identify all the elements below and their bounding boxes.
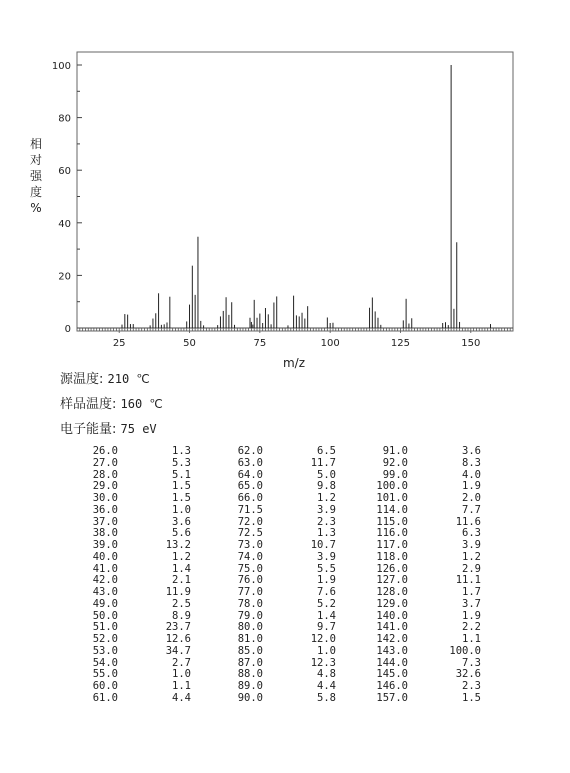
mz-cell: 65.0 [237, 480, 263, 493]
intensity-cell: 11.7 [310, 456, 336, 469]
table-gap [191, 458, 225, 470]
mz-cell: 30.0 [92, 492, 118, 504]
mz-cell: 126.0 [376, 562, 408, 575]
mz-cell: 128.0 [376, 586, 408, 598]
table-gap [336, 517, 370, 529]
table-row [80, 611, 481, 623]
intensity-cell: 10.7 [310, 539, 336, 551]
mz-cell: 142.0 [376, 633, 408, 645]
mz-cell: 55.0 [92, 668, 118, 681]
intensity-cell: 2.3 [317, 515, 336, 528]
mz-cell: 79.0 [237, 609, 263, 622]
table-gap [336, 564, 370, 576]
table-gap [336, 493, 370, 505]
mz-cell: 29.0 [92, 480, 118, 493]
mz-cell: 72.5 [237, 527, 263, 540]
table-gap [191, 446, 225, 458]
intensity-cell: 4.4 [317, 680, 336, 692]
intensity-cell: 3.9 [462, 539, 481, 551]
intensity-cell: 34.7 [165, 644, 191, 657]
intensity-cell: 9.8 [317, 480, 336, 493]
table-row [80, 505, 481, 517]
mz-cell: 144.0 [376, 656, 408, 669]
table-gap [336, 646, 370, 658]
peak-table [80, 446, 481, 705]
intensity-cell: 3.6 [172, 515, 191, 528]
table-gap [191, 587, 225, 599]
table-gap [191, 481, 225, 493]
mz-cell: 145.0 [376, 668, 408, 681]
table-gap [191, 470, 225, 482]
mz-cell: 115.0 [376, 515, 408, 528]
table-row [80, 552, 481, 564]
intensity-cell: 1.1 [462, 633, 481, 645]
mz-cell: 89.0 [237, 680, 263, 692]
x-tick-label: 125 [390, 338, 411, 349]
table-gap [336, 458, 370, 470]
sample-temperature-label: 样品温度: [60, 397, 117, 412]
mz-cell: 39.0 [92, 539, 118, 551]
table-gap [336, 587, 370, 599]
mz-cell: 51.0 [92, 621, 118, 634]
table-gap [336, 611, 370, 623]
peak-table-body [80, 446, 481, 705]
intensity-cell: 12.0 [310, 633, 336, 645]
electron-energy-label: 电子能量: [60, 422, 117, 437]
mz-cell: 80.0 [237, 621, 263, 634]
mz-cell: 116.0 [376, 527, 408, 540]
intensity-cell: 6.3 [462, 527, 481, 540]
mz-cell: 71.5 [237, 503, 263, 516]
intensity-cell: 32.6 [455, 668, 481, 681]
mz-cell: 81.0 [237, 633, 263, 645]
intensity-cell: 1.9 [462, 480, 481, 493]
mz-cell: 129.0 [376, 597, 408, 610]
intensity-cell: 12.3 [310, 656, 336, 669]
table-gap [191, 622, 225, 634]
intensity-cell: 1.0 [317, 644, 336, 657]
table-gap [191, 681, 225, 693]
table-gap [336, 599, 370, 611]
table-gap [191, 575, 225, 587]
intensity-cell: 13.2 [165, 539, 191, 551]
mz-cell: 61.0 [92, 691, 118, 704]
x-tick-label: 50 [183, 338, 196, 349]
intensity-cell: 5.1 [172, 468, 191, 481]
x-tick-label: 75 [253, 338, 267, 349]
mz-cell: 140.0 [376, 609, 408, 622]
mz-cell: 50.0 [92, 609, 118, 622]
table-gap [336, 634, 370, 646]
mz-cell: 114.0 [376, 503, 408, 516]
table-gap [191, 599, 225, 611]
mz-cell: 49.0 [92, 597, 118, 610]
mz-cell: 72.0 [237, 515, 263, 528]
mz-cell: 52.0 [92, 633, 118, 645]
table-gap [336, 669, 370, 681]
y-tick-label: 0 [64, 324, 71, 335]
mz-cell: 41.0 [92, 562, 118, 575]
sample-temperature-value: 160 ℃ [120, 397, 163, 411]
intensity-cell: 3.9 [317, 550, 336, 563]
table-gap [336, 470, 370, 482]
mz-cell: 143.0 [376, 644, 408, 657]
mz-cell: 101.0 [376, 492, 408, 504]
y-tick-label: 100 [51, 61, 71, 72]
mz-cell: 66.0 [237, 492, 263, 504]
table-gap [191, 634, 225, 646]
mz-cell: 42.0 [92, 574, 118, 587]
table-row [80, 669, 481, 681]
table-gap [336, 528, 370, 540]
table-row [80, 622, 481, 634]
intensity-cell: 1.2 [172, 550, 191, 563]
table-row [80, 517, 481, 529]
table-row [80, 481, 481, 493]
mz-cell: 37.0 [92, 515, 118, 528]
table-row [80, 634, 481, 646]
mz-cell: 40.0 [92, 550, 118, 563]
table-row [80, 564, 481, 576]
y-axis-label: 相对强度% [29, 137, 43, 215]
table-row [80, 446, 481, 458]
mz-cell: 74.0 [237, 550, 263, 563]
mass-spectrum-chart [0, 0, 570, 372]
y-tick-label: 80 [58, 113, 71, 125]
x-tick-label: 100 [320, 338, 340, 349]
intensity-cell: 1.1 [172, 680, 191, 692]
mz-cell: 26.0 [92, 445, 118, 457]
intensity-cell: 2.7 [172, 656, 191, 669]
mz-cell: 78.0 [237, 597, 263, 610]
mz-cell: 36.0 [92, 503, 118, 516]
table-gap [191, 528, 225, 540]
mz-cell: 38.0 [92, 527, 118, 540]
intensity-cell: 2.5 [172, 597, 191, 610]
mz-cell: 28.0 [92, 468, 118, 481]
table-gap [191, 611, 225, 623]
table-row [80, 575, 481, 587]
mz-cell: 99.0 [382, 468, 408, 481]
table-gap [191, 658, 225, 670]
intensity-cell: 5.3 [172, 456, 191, 469]
x-tick-label: 25 [112, 338, 126, 349]
intensity-cell: 3.9 [317, 503, 336, 516]
table-gap [336, 552, 370, 564]
intensity-cell: 1.5 [462, 691, 481, 704]
intensity-cell: 6.5 [317, 445, 336, 457]
table-gap [336, 540, 370, 552]
intensity-cell: 1.3 [172, 445, 191, 457]
table-row [80, 681, 481, 693]
table-gap [191, 693, 225, 705]
mz-cell: 117.0 [376, 539, 408, 551]
table-gap [336, 575, 370, 587]
intensity-cell: 9.7 [317, 621, 336, 634]
table-gap [336, 681, 370, 693]
mz-cell: 118.0 [376, 550, 408, 563]
source-temperature [60, 368, 150, 387]
intensity-cell: 1.4 [317, 609, 336, 622]
mz-cell: 91.0 [382, 445, 408, 457]
table-gap [191, 646, 225, 658]
intensity-cell: 23.7 [165, 621, 191, 634]
intensity-cell: 2.0 [462, 492, 481, 504]
intensity-cell: 2.3 [462, 680, 481, 692]
table-row [80, 646, 481, 658]
x-tick-label: 150 [461, 338, 481, 349]
intensity-cell: 1.3 [317, 527, 336, 540]
y-tick-label: 20 [58, 271, 71, 283]
x-axis-label: m/z [282, 356, 306, 370]
mz-cell: 90.0 [237, 691, 263, 704]
table-row [80, 528, 481, 540]
mz-cell: 54.0 [92, 656, 118, 669]
intensity-cell: 2.1 [172, 574, 191, 587]
intensity-cell: 11.9 [165, 586, 191, 598]
y-tick-label: 60 [58, 166, 71, 178]
mz-cell: 77.0 [237, 586, 263, 598]
table-gap [336, 693, 370, 705]
table-row [80, 587, 481, 599]
intensity-cell: 5.6 [172, 527, 191, 540]
intensity-cell: 4.8 [317, 668, 336, 681]
table-row [80, 599, 481, 611]
mz-cell: 76.0 [237, 574, 263, 587]
intensity-cell: 3.6 [462, 445, 481, 457]
table-gap [336, 658, 370, 670]
intensity-cell: 5.5 [317, 562, 336, 575]
mz-cell: 64.0 [237, 468, 263, 481]
intensity-cell: 4.0 [462, 468, 481, 481]
mz-cell: 157.0 [376, 691, 408, 704]
mz-cell: 62.0 [237, 445, 263, 457]
mz-cell: 85.0 [237, 644, 263, 657]
peak-bars [122, 65, 490, 328]
intensity-cell: 5.2 [317, 597, 336, 610]
plot-frame [77, 52, 513, 331]
table-gap [336, 481, 370, 493]
table-row [80, 470, 481, 482]
intensity-cell: 1.4 [172, 562, 191, 575]
mz-cell: 27.0 [92, 456, 118, 469]
table-row [80, 493, 481, 505]
intensity-cell: 11.1 [455, 574, 481, 587]
intensity-cell: 100.0 [449, 644, 481, 657]
electron-energy [60, 418, 157, 437]
mz-cell: 141.0 [376, 621, 408, 634]
intensity-cell: 1.5 [172, 492, 191, 504]
table-gap [191, 564, 225, 576]
intensity-cell: 1.9 [317, 574, 336, 587]
intensity-cell: 2.9 [462, 562, 481, 575]
mz-cell: 88.0 [237, 668, 263, 681]
table-gap [191, 493, 225, 505]
intensity-cell: 11.6 [455, 515, 481, 528]
table-gap [336, 446, 370, 458]
mz-cell: 60.0 [92, 680, 118, 692]
intensity-cell: 7.6 [317, 586, 336, 598]
intensity-cell: 1.2 [317, 492, 336, 504]
intensity-cell: 5.0 [317, 468, 336, 481]
mz-cell: 53.0 [92, 644, 118, 657]
intensity-cell: 1.0 [172, 503, 191, 516]
intensity-cell: 5.8 [317, 691, 336, 704]
mz-cell: 146.0 [376, 680, 408, 692]
mz-cell: 100.0 [376, 480, 408, 493]
source-temperature-label: 源温度: [60, 372, 104, 387]
intensity-cell: 1.7 [462, 586, 481, 598]
electron-energy-value: 75 eV [120, 422, 157, 436]
mz-cell: 92.0 [382, 456, 408, 469]
intensity-cell: 4.4 [172, 691, 191, 704]
table-gap [191, 552, 225, 564]
intensity-cell: 3.7 [462, 597, 481, 610]
intensity-cell: 1.0 [172, 668, 191, 681]
intensity-cell: 12.6 [165, 633, 191, 645]
mz-cell: 73.0 [237, 539, 263, 551]
table-row [80, 658, 481, 670]
source-temperature-value: 210 ℃ [107, 372, 150, 386]
intensity-cell: 8.3 [462, 456, 481, 469]
intensity-cell: 1.5 [172, 480, 191, 493]
table-row [80, 458, 481, 470]
mz-cell: 127.0 [376, 574, 408, 587]
intensity-cell: 7.3 [462, 656, 481, 669]
mz-cell: 75.0 [237, 562, 263, 575]
intensity-cell: 2.2 [462, 621, 481, 634]
table-row [80, 693, 481, 705]
table-gap [336, 622, 370, 634]
table-gap [191, 669, 225, 681]
table-gap [191, 505, 225, 517]
mz-cell: 87.0 [237, 656, 263, 669]
intensity-cell: 7.7 [462, 503, 481, 516]
table-row [80, 540, 481, 552]
intensity-cell: 8.9 [172, 609, 191, 622]
table-gap [191, 517, 225, 529]
sample-temperature [60, 393, 163, 412]
mz-cell: 63.0 [237, 456, 263, 469]
table-gap [191, 540, 225, 552]
mz-cell: 43.0 [92, 586, 118, 598]
table-gap [336, 505, 370, 517]
intensity-cell: 1.9 [462, 609, 481, 622]
y-tick-label: 40 [58, 218, 71, 230]
intensity-cell: 1.2 [462, 550, 481, 563]
